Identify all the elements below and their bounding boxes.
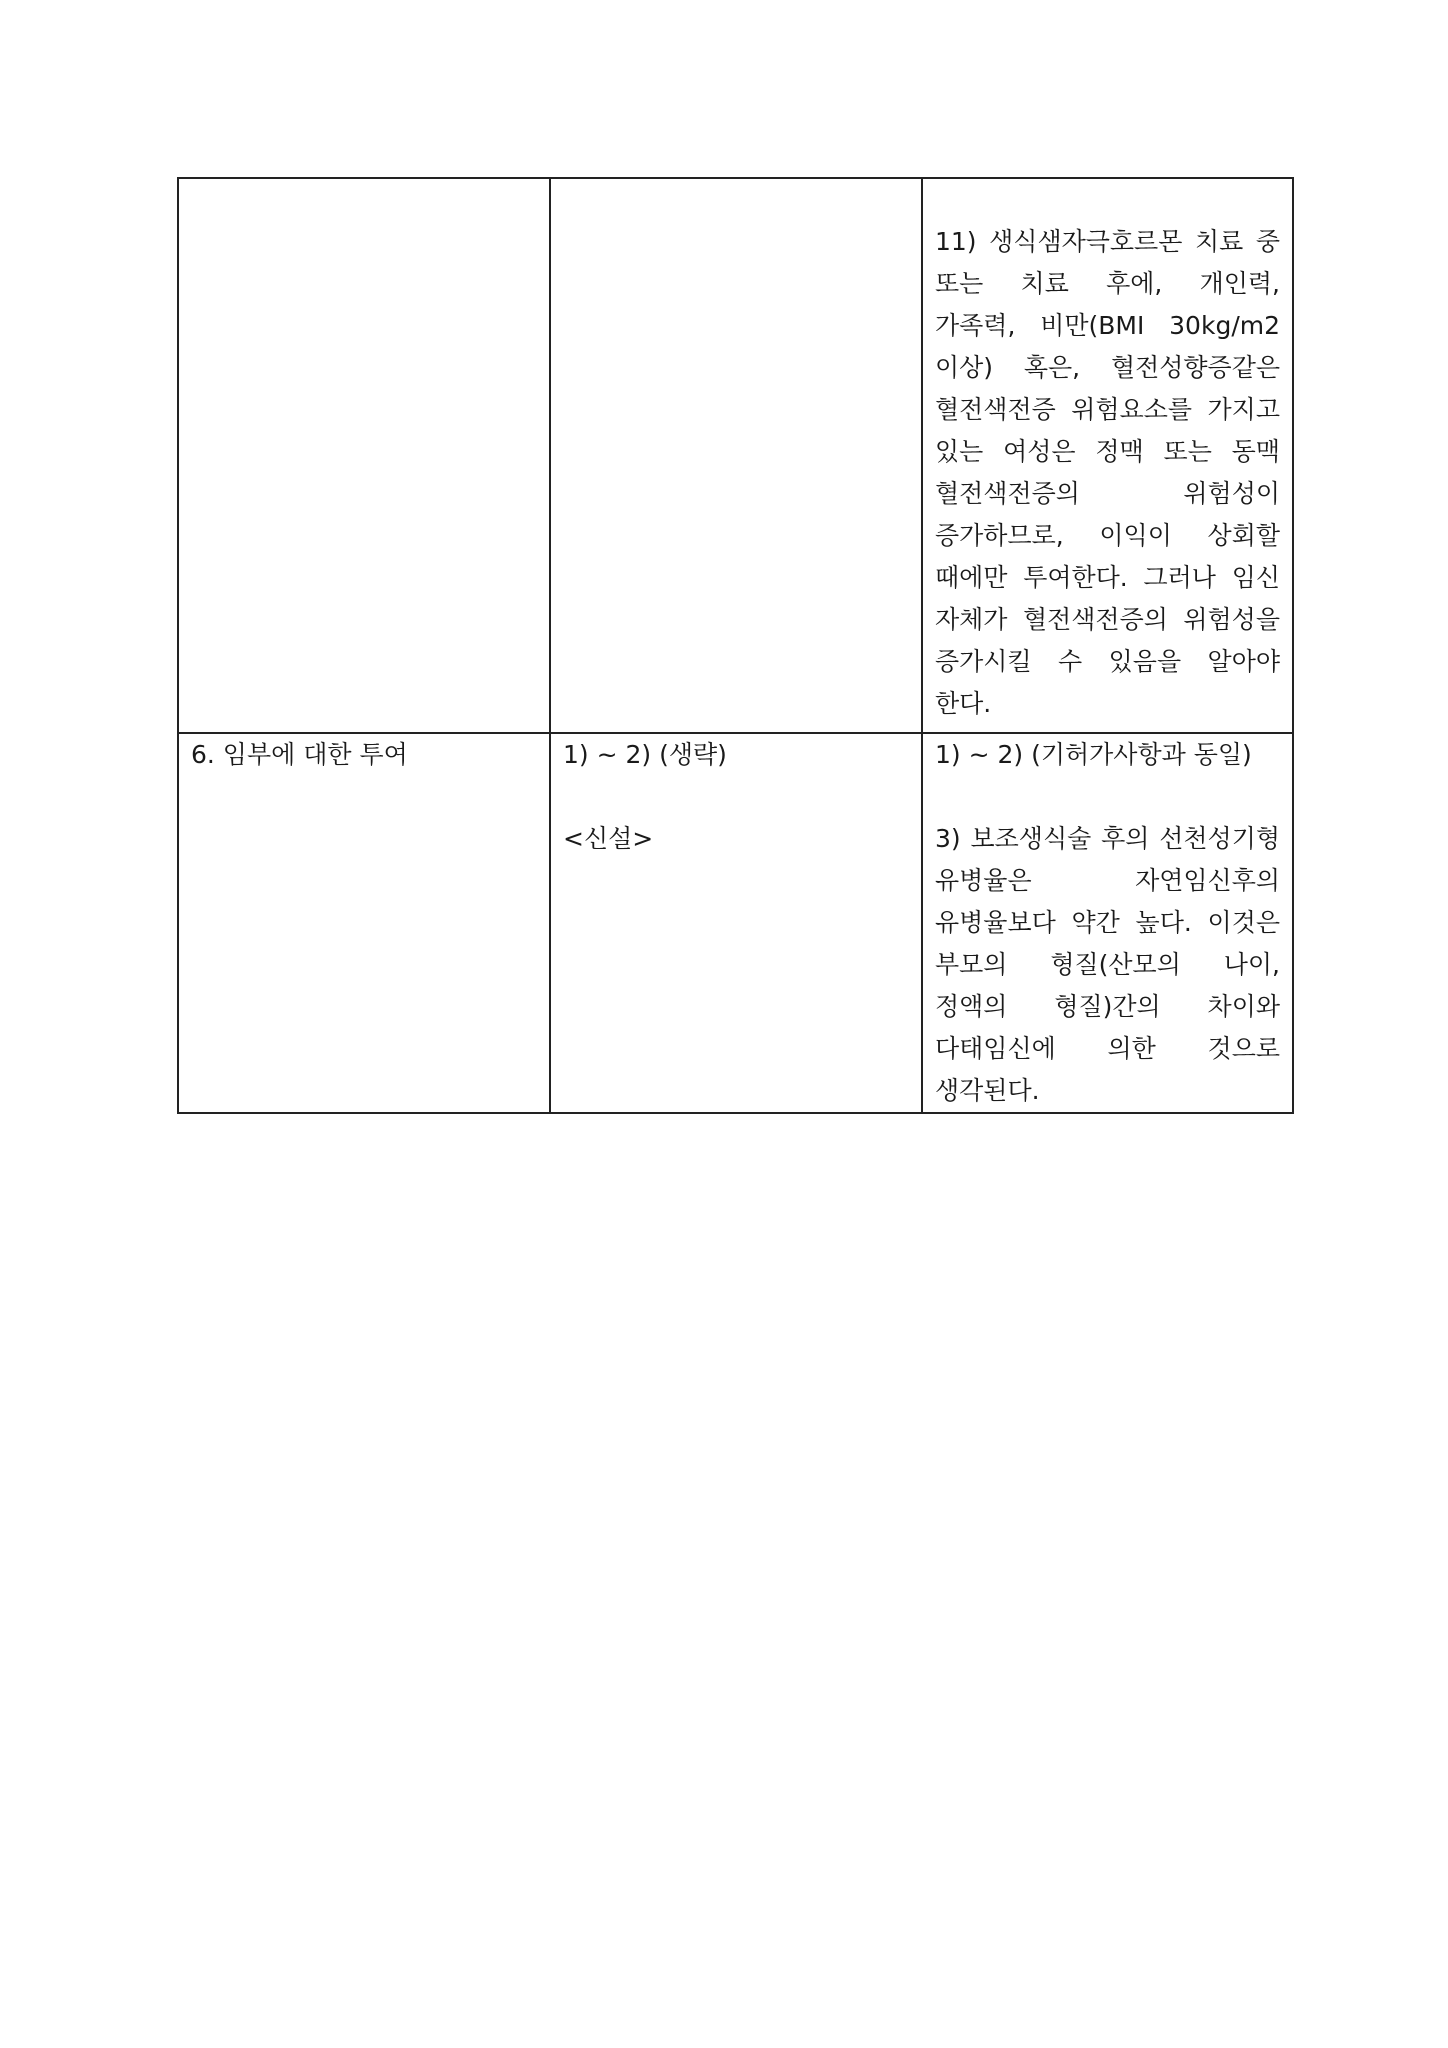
table-cell-current [550, 733, 922, 1113]
paragraph-item-11: 11) 생식샘자극호르몬 치료 중 또는 치료 후에, 개인력, 가족력, 비만(BMI 30kg/m2 이상) 혹은, 혈전성향증같은 혈전색전증 위험요소를 가지고 있는 여성은 정맥 또는 동맥 혈전색전증의 위험성이 증가하므로, 이익이 상회할 때에만 투여한다. 그러나 임신 자체가 혈전색전증의 위험성을 증가시킬 수 있음을 알아야 한다. [935, 227, 1280, 718]
table-cell-revised [922, 733, 1293, 1113]
new-item-marker: <신설> [563, 824, 654, 853]
section-heading: 6. 임부에 대한 투여 [191, 740, 408, 769]
table-cell-section [178, 178, 550, 733]
omitted-items: 1) ~ 2) (생략) [563, 740, 727, 769]
table-row [178, 178, 1293, 733]
same-items: 1) ~ 2) (기허가사항과 동일) [935, 740, 1252, 769]
table-cell-current [550, 178, 922, 733]
paragraph-item-3: 3) 보조생식술 후의 선천성기형 유병율은 자연임신후의 유병율보다 약간 높다. 이것은 부모의 형질(산모의 나이, 정액의 형질)간의 차이와 다태임신에 의한 것으로 생각된다. [935, 824, 1280, 1105]
comparison-table [177, 177, 1294, 1114]
table-row [178, 733, 1293, 1113]
table-cell-section [178, 733, 550, 1113]
table-cell-revised [922, 178, 1293, 733]
